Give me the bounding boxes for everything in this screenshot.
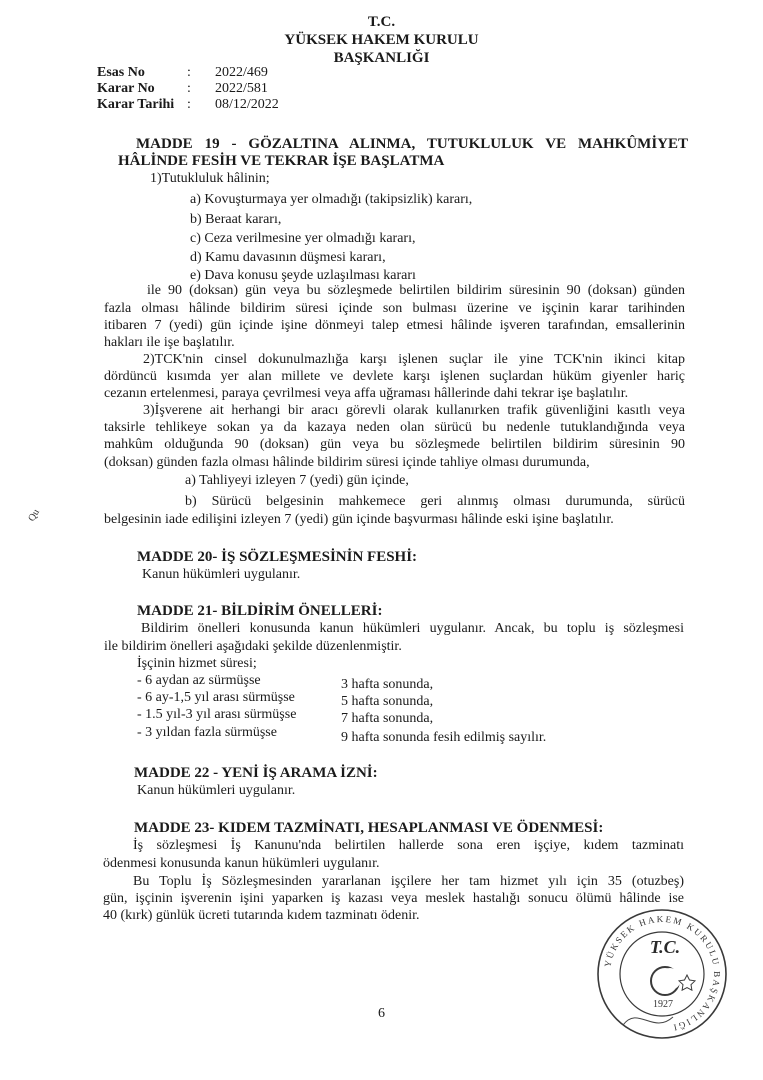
article-23-p2-line1: Bu Toplu İş Sözleşmesinden yararlanan işçilere her tam hizmet yılı için 35 (otuzbeş) (133, 874, 684, 889)
article-19-item-d: d) Kamu davasının düşmesi kararı, (190, 250, 386, 265)
stamp-year: 1927 (653, 999, 673, 1010)
karar-value: 2022/581 (215, 81, 268, 96)
stamp-center-text: T.C. (649, 937, 681, 957)
article-22-title: MADDE 22 - YENİ İŞ ARAMA İZNİ: (134, 765, 378, 781)
esas-row (97, 65, 279, 81)
tarih-row (97, 97, 279, 113)
article-19-p1-line2: fazla olması hâlinde bildirim süresi içinde son bulması üzerine ve işçinin karar tarihinden (104, 301, 685, 316)
star-icon (679, 975, 695, 990)
case-meta (97, 65, 279, 113)
article-19-p3-line1: 3)İşverene ait herhangi bir aracı görevli olarak kullanırken trafik güvenliğini kasıtlı veya (143, 403, 685, 418)
page-number: 6 (378, 1006, 385, 1021)
article-21-intro: İşçinin hizmet süresi; (137, 656, 257, 671)
colon: : (187, 65, 191, 80)
karar-row (97, 81, 279, 97)
colon: : (187, 81, 191, 96)
article-19-p2-line1: 2)TCK'nin cinsel dokunulmazlığa karşı işlenen suçlar ile yine TCK'nin ikinci kitap (143, 352, 685, 367)
notice-row-1-period: - 6 aydan az sürmüşse (137, 673, 261, 688)
article-20-body: Kanun hükümleri uygulanır. (142, 567, 301, 582)
header-institution: YÜKSEK HAKEM KURULU (284, 32, 479, 48)
article-19-title-line2: HÂLİNDE FESİH VE TEKRAR İŞE BAŞLATMA (118, 153, 445, 169)
article-20-title: MADDE 20- İŞ SÖZLEŞMESİNİN FESHİ: (137, 549, 418, 565)
notice-row-3-period: - 1.5 yıl-3 yıl arası sürmüşse (137, 707, 297, 722)
article-19-p3-item-b-line2: belgesinin iade edilişini izleyen 7 (yedi) gün içinde başvurması hâlinde eski işine başlatılır. (104, 512, 614, 527)
header-presidency: BAŞKANLIĞI (333, 50, 430, 66)
article-21-body-line1: Bildirim önelleri konusunda kanun hükümleri uygulanır. Ancak, bu toplu iş sözleşmesi (141, 621, 684, 636)
esas-label: Esas No (97, 65, 145, 80)
article-19-item-e: e) Dava konusu şeyde uzlaşılması kararı (190, 268, 416, 283)
article-19-item-a: a) Kovuşturmaya yer olmadığı (takipsizlik) kararı, (190, 192, 473, 207)
notice-row-4-period: - 3 yıldan fazla sürmüşse (137, 725, 277, 740)
notice-row-1-notice: 3 hafta sonunda, (341, 677, 434, 692)
article-19-p2-line2: dördüncü kısımda yer alan millete ve devlete karşı işlenen suçlardan hüküm giyenler hariç (104, 369, 685, 384)
article-23-p1-line2: ödenmesi konusunda kanun hükümleri uygulanır. (103, 856, 380, 871)
article-19-p2-line3: cezanın ertelenmesi, paraya çevrilmesi veya affa uğraması hâllerinde dahi tekrar işe başlatılır. (104, 386, 629, 401)
article-22-body: Kanun hükümleri uygulanır. (137, 783, 296, 798)
article-19-p3-line4: (doksan) günden fazla olması hâlinde bildirim süresi içinde tahliye olması durumunda, (104, 455, 590, 470)
notice-row-4-notice: 9 hafta sonunda fesih edilmiş sayılır. (341, 730, 547, 745)
article-23-p2-line3: 40 (kırk) günlük ücreti tutarında kıdem tazminatı ödenir. (103, 908, 420, 923)
article-19-p3-line3: mahkûm olduğunda 90 (doksan) gün veya bu sözleşmede belirtilen bildirim süresinin 90 (104, 437, 685, 452)
margin-initials: Qu (26, 507, 42, 524)
article-19-p1-line4: hakları ile işe başlatılır. (104, 335, 235, 350)
notice-row-2-notice: 5 hafta sonunda, (341, 694, 434, 709)
article-21-title: MADDE 21- BİLDİRİM ÖNELLERİ: (137, 603, 383, 619)
tarih-label: Karar Tarihi (97, 97, 175, 112)
article-23-title: MADDE 23- KIDEM TAZMİNATI, HESAPLANMASI VE ÖDENMESİ: (134, 820, 604, 836)
article-21-body-line2: ile bildirim önelleri aşağıdaki şekilde düzenlenmiştir. (104, 639, 402, 654)
article-19-p3-item-a: a) Tahliyeyi izleyen 7 (yedi) gün içinde, (185, 473, 409, 488)
colon: : (187, 97, 191, 112)
article-19-p1-line3: itibaren 7 (yedi) gün içinde işine dönmeyi talep etmesi hâlinde işveren tarafından, emsallerinin (104, 318, 685, 333)
notice-row-2-period: - 6 ay-1,5 yıl arası sürmüşse (137, 690, 295, 705)
article-19-title-line1: MADDE 19 - GÖZALTINA ALINMA, TUTUKLULUK VE MAHKÛMİYET (136, 136, 688, 152)
stamp-ring-text: YÜKSEK HAKEM KURULU BAŞKANLIĞI (602, 913, 723, 1034)
article-19-item-b: b) Beraat kararı, (190, 212, 282, 227)
article-19-p1-line1: ile 90 (doksan) gün veya bu sözleşmede belirtilen bildirim süresinin 90 (doksan) günden (147, 283, 685, 298)
tarih-value: 08/12/2022 (215, 97, 279, 112)
official-seal-stamp (593, 905, 731, 1043)
article-23-p1-line1: İş sözleşmesi İş Kanunu'nda belirtilen hallerde sona eren işçiye, kıdem tazminatı (133, 838, 684, 853)
article-23-p2-line2: gün, işçinin işverenin işini yaparken iş kazası veya meslek hastalığı sonucu ölümü hâlinde ise (103, 891, 684, 906)
karar-label: Karar No (97, 81, 155, 96)
article-19-p3-line2: taksirle tehlikeye sokan ya da kazaya neden olan sürücü bu nedenle tutuklandığında veya (104, 420, 685, 435)
article-19-p1-intro: 1)Tutukluluk hâlinin; (150, 171, 270, 186)
notice-row-3-notice: 7 hafta sonunda, (341, 711, 434, 726)
article-19-item-c: c) Ceza verilmesine yer olmadığı kararı, (190, 231, 416, 246)
header-tc: T.C. (367, 14, 396, 30)
article-19-p3-item-b-line1: b) Sürücü belgesinin mahkemece geri alınmış olması durumunda, sürücü (185, 494, 685, 509)
esas-value: 2022/469 (215, 65, 268, 80)
